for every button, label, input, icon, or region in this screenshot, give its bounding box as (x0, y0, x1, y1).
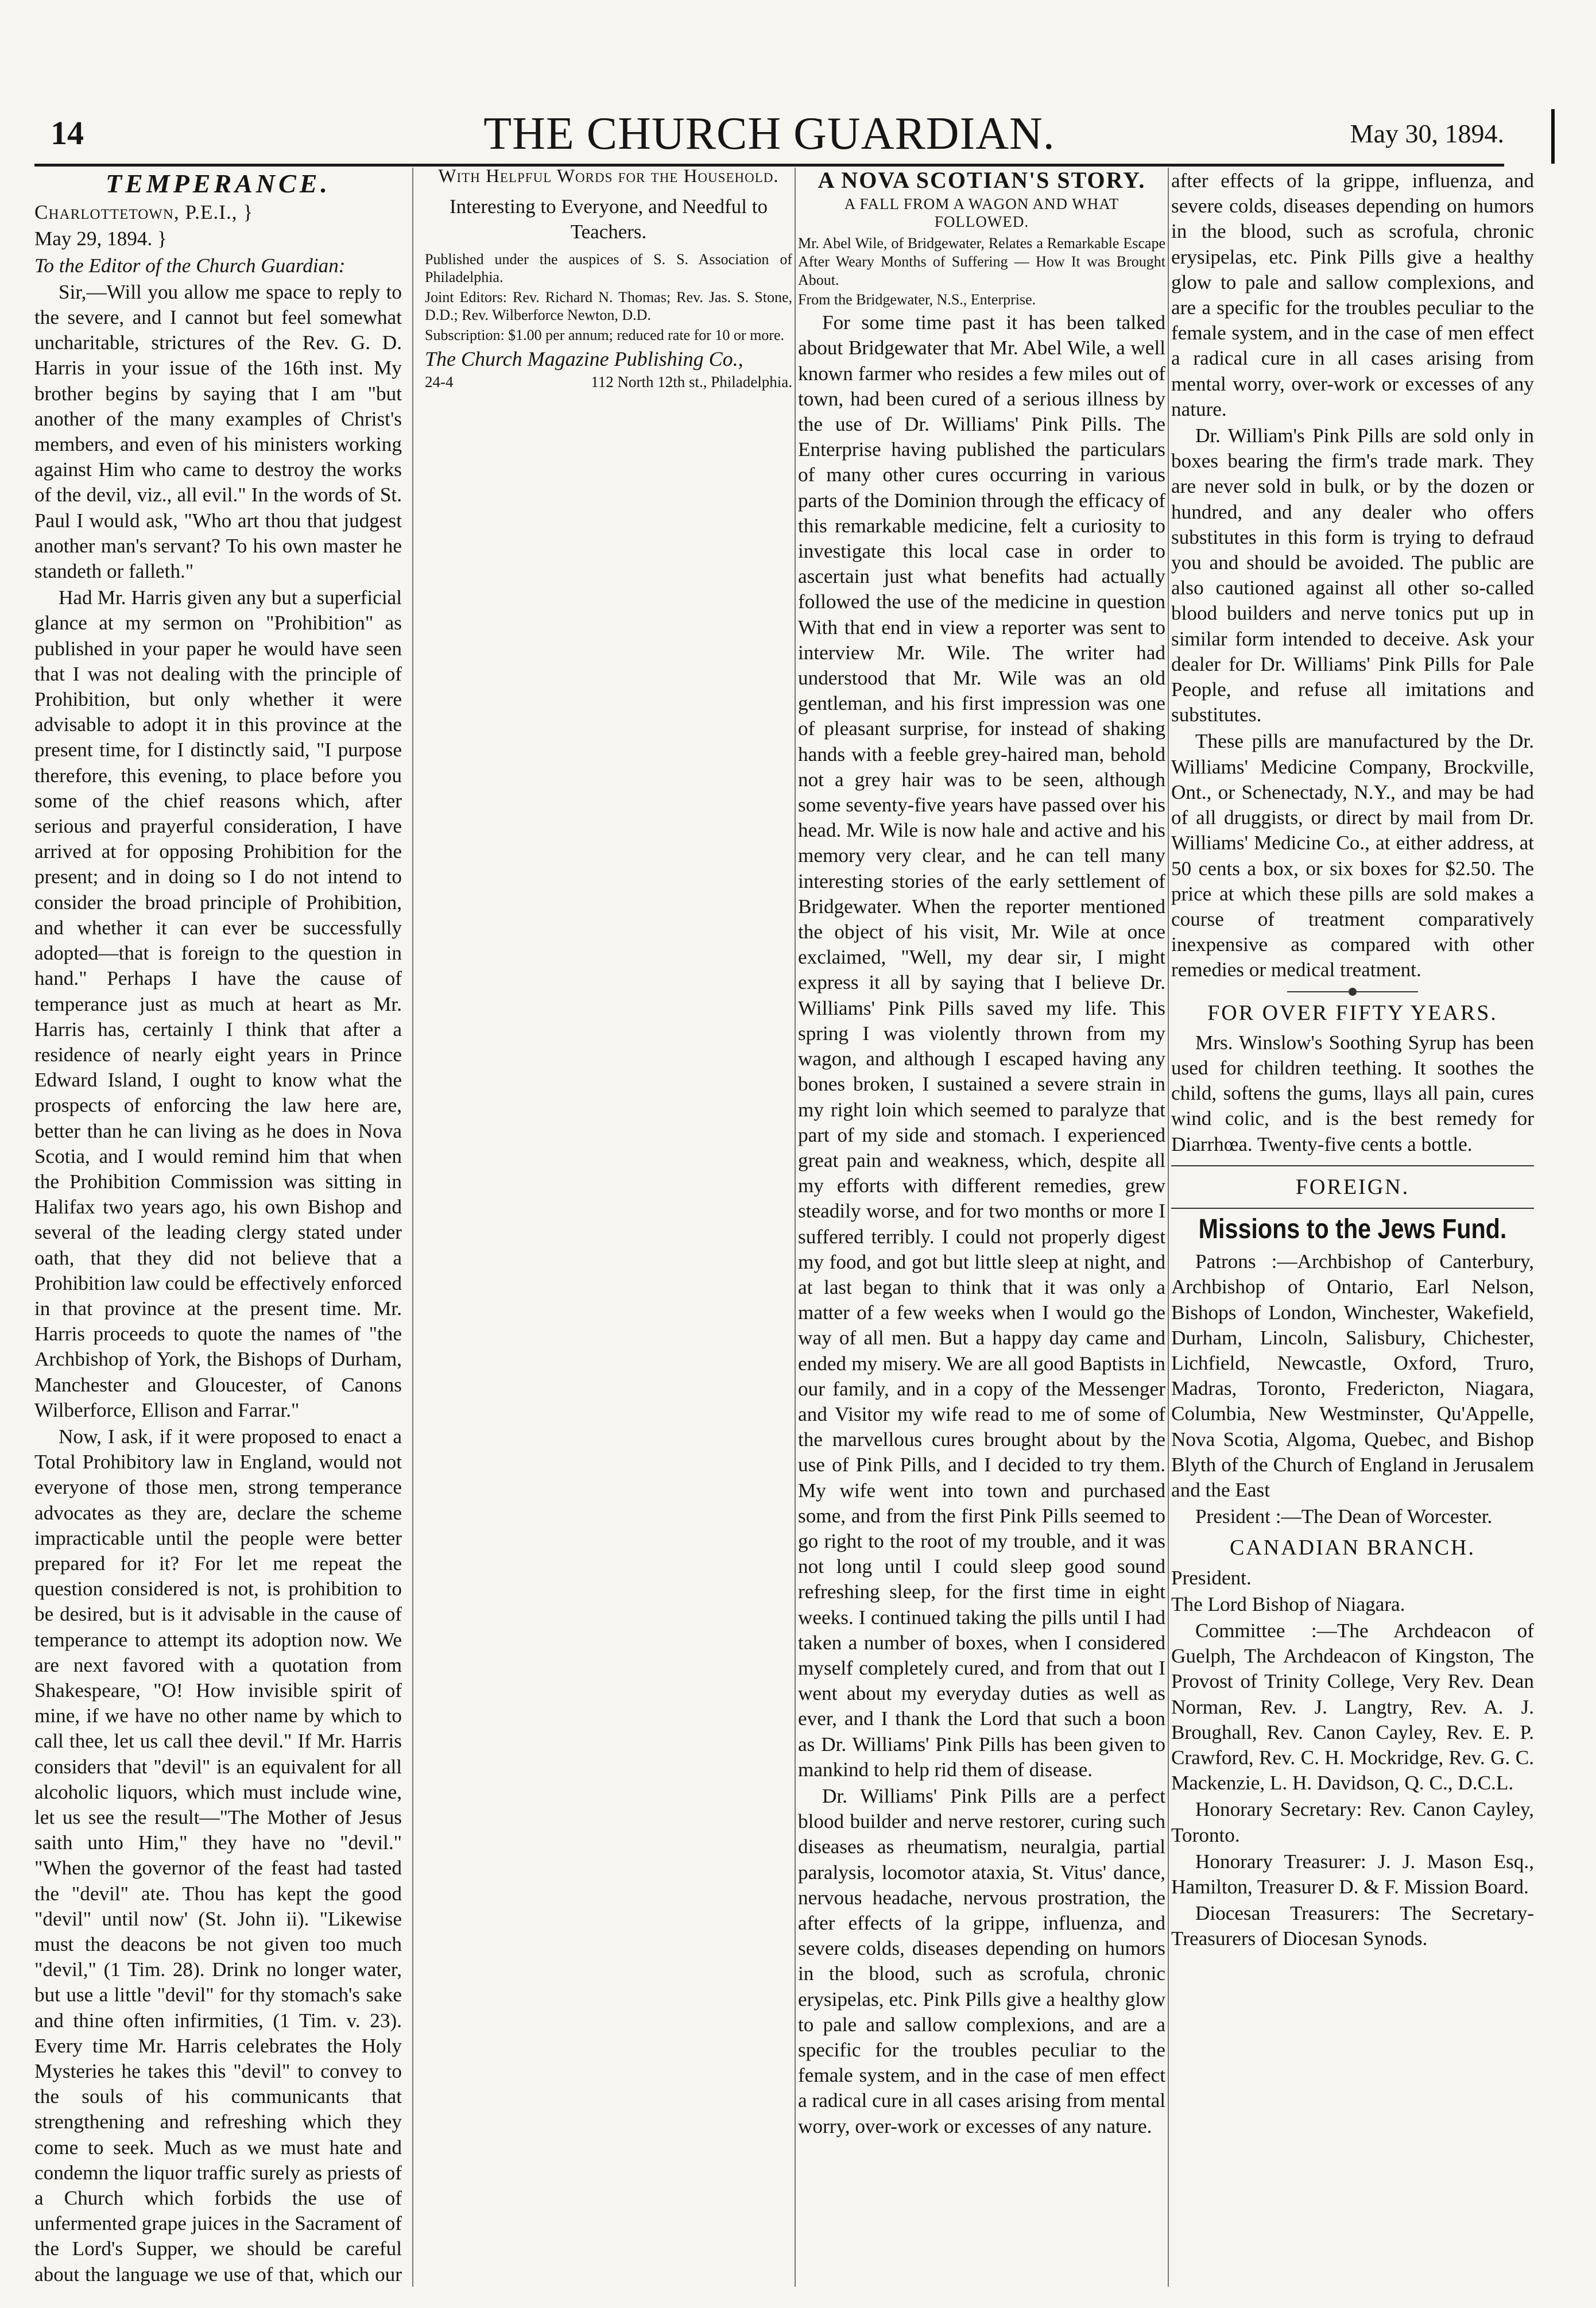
section-divider (1287, 991, 1418, 992)
diocesan-text: Diocesan Treasurers: The Secretary-Treasurers of Diocesan Synods. (1171, 1902, 1534, 1950)
foreign-heading: FOREIGN. (1295, 1174, 1410, 1199)
letter-salutation: To the Editor of the Church Guardian: (34, 254, 346, 277)
missions-heading: Missions to the Jews Fund. (1198, 1213, 1507, 1244)
column-rule (795, 168, 796, 2287)
magazine-subtitle: With Helpful Words for the Household. (438, 168, 779, 187)
magazine-subscription: Subscription: $1.00 per annum; reduced rate for 10 or more. (425, 326, 784, 343)
section-divider (1171, 1208, 1534, 1209)
section-divider (1171, 1165, 1534, 1166)
margin-bar (1551, 109, 1555, 164)
president-text: President :—The Dean of Worcester. (1195, 1505, 1493, 1528)
masthead-rule (34, 164, 1504, 167)
masthead (34, 108, 1504, 160)
story-summary: Mr. Abel Wile, of Bridgewater, Relates a Remarkable Escape After Weary Months of Suffering — How It was Brought About. (798, 235, 1165, 289)
column-4 (1171, 168, 1534, 2287)
story-source: From the Bridgewater, N.S., Enterprise. (798, 291, 1036, 308)
story-continued (1171, 168, 1534, 422)
issue-date: May 30, 1894. (1350, 119, 1504, 148)
column-1 (34, 168, 402, 2287)
canadian-branch-heading: CANADIAN BRANCH. (1229, 1536, 1476, 1560)
story-paragraph: Dr. Williams' Pink Pills are a perfect blood builder and nerve restorer, curing such diseases as rheumatism, neuralgia, partial paralysis, locomotor ataxia, St. Vitus' dance, nervous headache, nervous prostration, the after effects of la grippe, influenza, and severe colds, diseases depending on humors in the blood, such as scrofula, chronic erysipelas, etc. Pink Pills give a healthy glow to pale and sallow complexions, and are a specific for the troubles peculiar to the female system, and in the case of men effect a radical cure in all cases arising from mental worry, over-work or excesses of any nature. (798, 1784, 1165, 2137)
magazine-address: 112 North 12th st., Philadelphia. (591, 373, 792, 391)
column-rule (1168, 168, 1169, 2287)
ad-code: 24-4 (425, 373, 454, 391)
story-paragraph: Dr. William's Pink Pills are sold only in boxes bearing the firm's trade mark. They are never sold in bulk, or by the dozen or hundred, and any dealer who offers substitutes in this form is trying to defraud you and should be avoided. The public are also cautioned against all other so-called blood builders and nerve tonics put up in similar form intended to deceive. Ask your dealer for Dr. Williams' Pink Pills for Pale People, and refuse all imitations and substitutes. (1171, 424, 1534, 726)
letter-paragraph: Sir,—Will you allow me space to reply to the severe, and I cannot but feel somewhat uncharitable, strictures of the Rev. G. D. Harris in your issue of the 16th inst. My brother begins by saying that I am "but another of the many examples of Christ's members, and even of his ministers working against Him who came to destroy the works of the devil, viz., all evil." In the words of St. Paul I would ask, "Who art thou that judgest another man's servant? To his own master he standeth or falleth." (34, 280, 402, 583)
magazine-address-line (425, 373, 792, 391)
letter-date: May 29, 1894. } (34, 227, 167, 250)
column-2 (425, 168, 792, 2287)
patrons-text: Patrons :—Archbishop of Canterbury, Archbishop of Ontario, Earl Nelson, Bishops of London, Winchester, Wakefield, Durham, Lincoln, Salisbury, Chichester, Lichfield, Newcastle, Oxford, Truro, Madras, Toronto, Fredericton, Niagara, Columbia, New Westminster, Qu'Appelle, Nova Scotia, Algoma, Quebec, and Bishop Blyth of the Church of England in Jerusalem and the East (1171, 1250, 1534, 1501)
story-paragraph: after effects of la grippe, influenza, and severe colds, diseases depending on humors in the blood, such as scrofula, chronic erysipelas, etc. Pink Pills give a healthy glow to pale and sallow complexions, and are a specific for the troubles peculiar to the female system, and in the case of men effect a radical cure in all cases arising from mental worry, over-work or excesses of any nature. (1171, 169, 1534, 420)
page-number: 14 (51, 114, 84, 152)
letter-place: Charlottetown, P.E.I., } (34, 201, 254, 224)
treasurer-text: Honorary Treasurer: J. J. Mason Esq., Hamilton, Treasurer D. & F. Mission Board. (1171, 1850, 1534, 1899)
story-heading: A NOVA SCOTIAN'S STORY. (818, 168, 1146, 193)
committee-text: Committee :—The Archdeacon of Guelph, The Archdeacon of Kingston, The Provost of Trinity College, Very Rev. Dean Norman, Rev. J. Langtry, Rev. A. J. Broughall, Rev. Canon Cayley, Rev. E. P. Crawford, Rev. C. H. Mockridge, Rev. G. C. Mackenzie, L. H. Davidson, Q. C., D.C.L. (1171, 1619, 1534, 1795)
temperance-heading: TEMPERANCE. (106, 169, 331, 198)
column-rule (412, 168, 413, 2287)
magazine-publisher: The Church Magazine Publishing Co., (425, 347, 743, 370)
president-label: President. (1171, 1566, 1252, 1589)
magazine-published: Published under the auspices of S. S. Association of Philadelphia. (425, 250, 792, 285)
story-subheading: A FALL FROM A WAGON AND WHAT FOLLOWED. (844, 195, 1119, 231)
secretary-text: Honorary Secretary: Rev. Canon Cayley, Toronto. (1171, 1798, 1534, 1846)
story-paragraph: These pills are manufactured by the Dr. Williams' Medicine Company, Brockville, Ont., or Schenectady, N.Y., and may be had of all druggists, or direct by mail from Dr. Williams' Medicine Co., at either address, at 50 cents a box, or six boxes for $2.50. The price at which these pills are sold makes a course of treatment comparatively inexpensive as compared with other remedies or medical treatment. (1171, 730, 1534, 981)
magazine-tagline: Interesting to Everyone, and Needful to Teachers. (450, 195, 768, 243)
fifty-years-heading: FOR OVER FIFTY YEARS. (1207, 1000, 1498, 1025)
branch-president: The Lord Bishop of Niagara. (1171, 1592, 1405, 1615)
letter-paragraph: Now, I ask, if it were proposed to enact a Total Prohibitory law in England, would not everyone of those men, strong temperance advocates as they are, declare the scheme impracticable until the people were better prepared for it? For let me repeat the question considered is not, is prohibition to be desired, but is it advisable in the cause of temperance to attempt its adoption now. We are next favored with a quotation from Shakespeare, "O! How invisible spirit of mine, if we have no other name by which to call thee, let us call thee devil." If Mr. Harris considers that "devil" is an equivalent for all alcoholic liquors, which must include wine, let us see the result—"The Mother of Jesus saith unto Him," they have no "devil." "When the governor of the feast had tasted the "devil" ate. Thou has kept the good "devil" until now' (St. John ii). "Likewise must the deacons be not given too much "devil," (1 Tim. 28). Drink no longer water, but use a little "devil" for thy stomach's sake and thine often infirmities, (1 Tim. v. 23). Every time Mr. Harris celebrates the Holy Mysteries he takes this "devil" to convey to the souls of his communicants that strengthening and refreshing which they come to seek. Much as we must hate and condemn the liquor traffic surely as priests of a Church which forbids the use of unfermented grape juices in the Sacrament of the Lord's Supper, we should be careful about the language we use of that, which our (34, 1425, 402, 2286)
magazine-editors: Joint Editors: Rev. Richard N. Thomas; Rev. Jas. S. Stone, D.D.; Rev. Wilberforce Newton, D.D. (425, 288, 792, 323)
column-3 (798, 168, 1165, 2287)
paper-title: THE CHURCH GUARDIAN. (483, 109, 1055, 159)
fifty-years-text: Mrs. Winslow's Soothing Syrup has been used for children teething. It soothes the child, softens the gums, llays all pain, cures wind colic, and is the best remedy for Diarrhœa. Twenty-five cents a bottle. (1171, 1031, 1534, 1155)
letter-paragraph: Had Mr. Harris given any but a superficial glance at my sermon on "Prohibition" as published in your paper he would have seen that I was not dealing with the principle of Prohibition, but only whether it were advisable to adopt it in this province at the present time, for I distinctly said, "I purpose therefore, this evening, to place before you some of the chief reasons which, after serious and prayerful consideration, I have arrived at for opposing Prohibition for the present; and in doing so I do not intend to consider the broad principle of Prohibition, and whether it can ever be successfully adopted—that is foreign to the question in hand." Perhaps I have the cause of temperance just as much at heart as Mr. Harris has, certainly I think that after a residence of nearly eight years in Prince Edward Island, I ought to know what the prospects of enforcing the law here are, better than he can living as he does in Nova Scotia, and I would remind him that when the Prohibition Commission was sitting in Halifax two years ago, his own Bishop and several of the leading clergy stated under oath, that they did not believe that a Prohibition law could be effectively enforced in that province at the present time. Mr. Harris proceeds to quote the names of "the Archbishop of York, the Bishops of Durham, Manchester and Gloucester, of Canons Wilberforce, Ellison and Farrar." (34, 586, 402, 1421)
story-paragraph: For some time past it has been talked about Bridgewater that Mr. Abel Wile, a well known farmer who resides a few miles out of town, had been cured of a serious illness by the use of Dr. Williams' Pink Pills. The Enterprise having published the particulars of many other cures occurring in various parts of the Dominion through the efficacy of this remarkable medicine, felt a curiosity to investigate this local case in order to ascertain just what benefits had actually followed the use of the medicine in question With that end in view a reporter was sent to interview Mr. Wile. The writer had understood that Mr. Wile was an old gentleman, and his first impression was one of pleasant surprise, for instead of shaking hands with a feeble grey-haired man, behold not a grey hair was to be seen, although some seventy-five years have passed over his head. Mr. Wile is now hale and active and his memory very clear, and he can tell many interesting stories of the early settlement of Bridgewater. When the reporter mentioned the object of his visit, Mr. Wile at once exclaimed, "Well, my dear sir, I might express it all by saying that I believe Dr. Williams' Pink Pills saved my life. This spring I was violently thrown from my wagon, and although I escaped having any bones broken, I sustained a severe strain in my right loin which seemed to paralyze that part of my side and stomach. I experienced great pain and weakness, which, despite all my efforts with different remedies, grew steadily worse, and for two months or more I suffered terribly. I could not properly digest my food, and got but little sleep at night, and at last began to think that it was only a matter of a few weeks when I would go the way of all men. But a happy day came and ended my misery. We are all good Baptists in our family, and in a copy of the Messenger and Visitor my wife read to me of some of the marvellous cures brought about by the use of Pink Pills, and I decided to try them. My wife went into town and purchased some, and from the first Pink Pills seemed to go right to the root of my trouble, and it was not long until I could sleep good sound refreshing sleep, for the first time in eight weeks. I continued taking the pills until I had taken a number of boxes, when I considered myself completely cured, and from that out I went about my everyday duties as well as ever, and I thank the Lord that such a boon as Dr. Williams' Pink Pills has been given to mankind to help rid them of disease. (798, 311, 1165, 1781)
